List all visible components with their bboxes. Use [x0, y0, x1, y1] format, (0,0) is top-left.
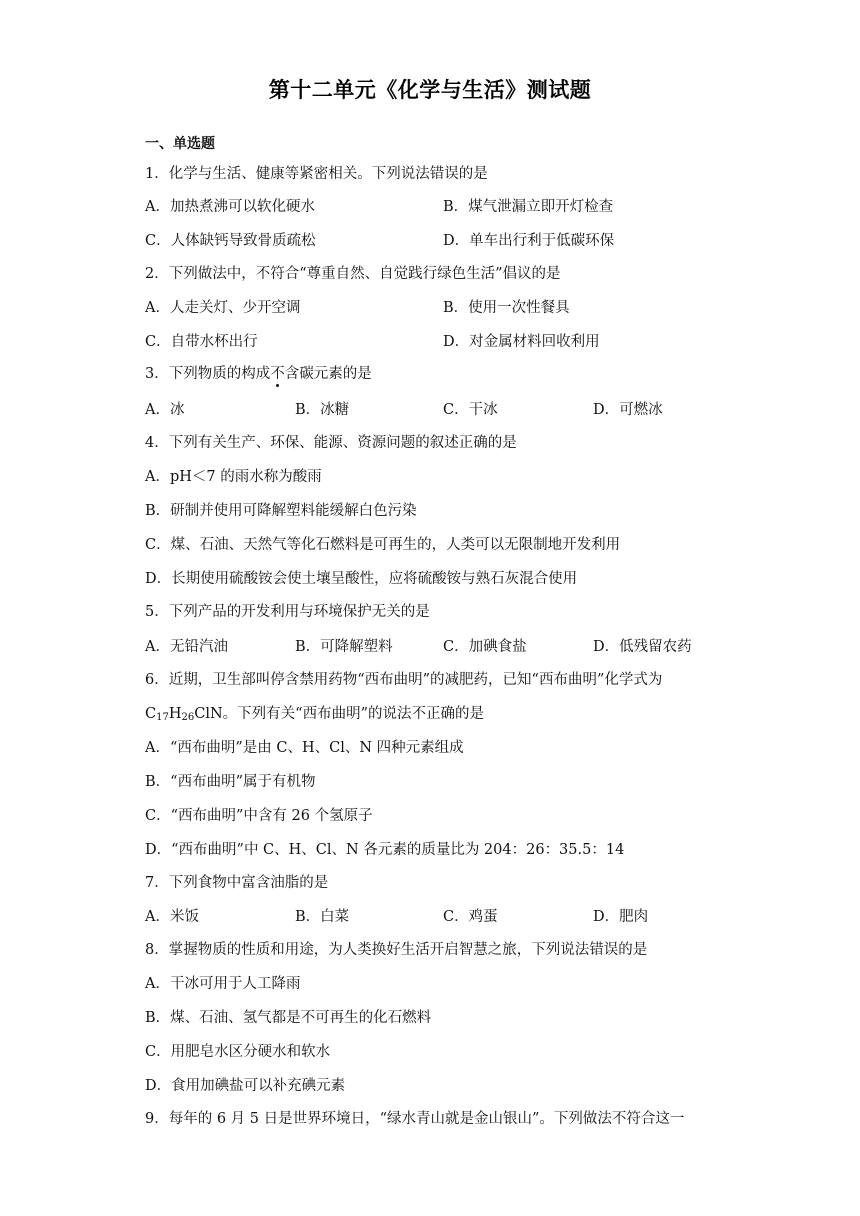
- emphasis-dot: [276, 384, 279, 387]
- question-7-stem: 7．下列食物中富含油脂的是: [145, 875, 329, 891]
- formula-carbon: C: [145, 706, 157, 722]
- question-6-option-a: A．“西布曲明”是由 C、H、Cl、N 四种元素组成: [145, 740, 464, 756]
- formula-hydrogen-count: 26: [181, 712, 195, 723]
- question-7-option-b: B．白菜: [295, 909, 350, 925]
- question-5-stem: 5．下列产品的开发利用与环境保护无关的是: [145, 604, 430, 620]
- question-3-emphasized-word: [270, 366, 285, 382]
- question-2-option-b: B．使用一次性餐具: [443, 300, 570, 316]
- question-1-stem: 1．化学与生活、健康等紧密相关。下列说法错误的是: [145, 166, 488, 182]
- question-6-option-c: C．“西布曲明”中含有 26 个氢原子: [145, 808, 373, 824]
- question-8-option-a: A．干冰可用于人工降雨: [145, 976, 301, 992]
- question-3-option-b: B．冰糖: [295, 402, 350, 418]
- question-1-option-d: D．单车出行利于低碳环保: [443, 233, 615, 249]
- section-heading: 一、单选题: [145, 136, 215, 152]
- formula-hydrogen: H: [168, 706, 182, 722]
- question-2-option-d: D．对金属材料回收利用: [443, 334, 600, 350]
- question-6-option-d: D．“西布曲明”中 C、H、Cl、N 各元素的质量比为 204：26：35.5：14: [145, 842, 625, 858]
- question-4-option-d: D．长期使用硫酸铵会使土壤呈酸性，应将硫酸铵与熟石灰混合使用: [145, 571, 578, 587]
- question-4-option-b: B．研制并使用可降解塑料能缓解白色污染: [145, 503, 417, 519]
- question-3-option-d: D．可燃冰: [593, 402, 663, 418]
- question-7-option-c: C．鸡蛋: [443, 909, 498, 925]
- question-3-stem-post: 含碳元素的是: [284, 366, 372, 382]
- question-6-option-b: B．“西布曲明”属于有机物: [145, 774, 316, 790]
- question-9-stem: 9．每年的 6 月 5 日是世界环境日，“绿水青山就是金山银山”。下列做法不符合这一: [145, 1111, 685, 1127]
- question-1-option-c: C．人体缺钙导致骨质疏松: [145, 233, 316, 249]
- question-7-option-a: A．米饭: [145, 909, 199, 925]
- question-4-stem: 4．下列有关生产、环保、能源、资源问题的叙述正确的是: [145, 435, 517, 451]
- question-5-option-a: A．无铅汽油: [145, 639, 228, 655]
- question-6-stem-line2-text: 。下列有关“西布曲明”的说法不正确的是: [222, 706, 484, 722]
- question-7-option-d: D．肥肉: [593, 909, 649, 925]
- question-3-stem-emph: 不: [270, 366, 285, 382]
- question-4-option-a: A．pH＜7 的雨水称为酸雨: [145, 469, 322, 485]
- question-8-option-d: D．食用加碘盐可以补充碘元素: [145, 1078, 346, 1094]
- question-8-stem: 8．掌握物质的性质和用途，为人类换好生活开启智慧之旅，下列说法错误的是: [145, 942, 648, 958]
- question-3-option-c: C．干冰: [443, 402, 498, 418]
- question-5-option-b: B．可降解塑料: [295, 639, 393, 655]
- question-1-option-b: B．煤气泄漏立即开灯检查: [443, 199, 614, 215]
- question-6-stem-line2: [145, 704, 484, 728]
- question-2-option-a: A．人走关灯、少开空调: [145, 300, 301, 316]
- question-2-stem: 2．下列做法中，不符合“尊重自然、自觉践行绿色生活”倡议的是: [145, 266, 561, 282]
- question-8-option-b: B．煤、石油、氢气都是不可再生的化石燃料: [145, 1010, 432, 1026]
- formula-rest: ClN: [194, 706, 223, 722]
- question-4-option-c: C．煤、石油、天然气等化石燃料是可再生的，人类可以无限制地开发利用: [145, 537, 621, 553]
- question-1-option-a: A．加热煮沸可以软化硬水: [145, 199, 315, 215]
- page-title: 第十二单元《化学与生活》测试题: [268, 78, 592, 102]
- question-3-stem: [145, 364, 372, 384]
- formula-carbon-count: 17: [156, 712, 169, 723]
- question-2-option-c: C．自带水杯出行: [145, 334, 258, 350]
- question-3-option-a: A．冰: [145, 402, 185, 418]
- question-8-option-c: C．用肥皂水区分硬水和软水: [145, 1044, 331, 1060]
- question-5-option-c: C．加碘食盐: [443, 639, 527, 655]
- question-3-stem-pre: 3．下列物质的构成: [145, 366, 271, 382]
- question-5-option-d: D．低残留农药: [593, 639, 692, 655]
- question-6-stem-line1: 6．近期，卫生部叫停含禁用药物“西布曲明”的减肥药，已知“西布曲明”化学式为: [145, 672, 663, 688]
